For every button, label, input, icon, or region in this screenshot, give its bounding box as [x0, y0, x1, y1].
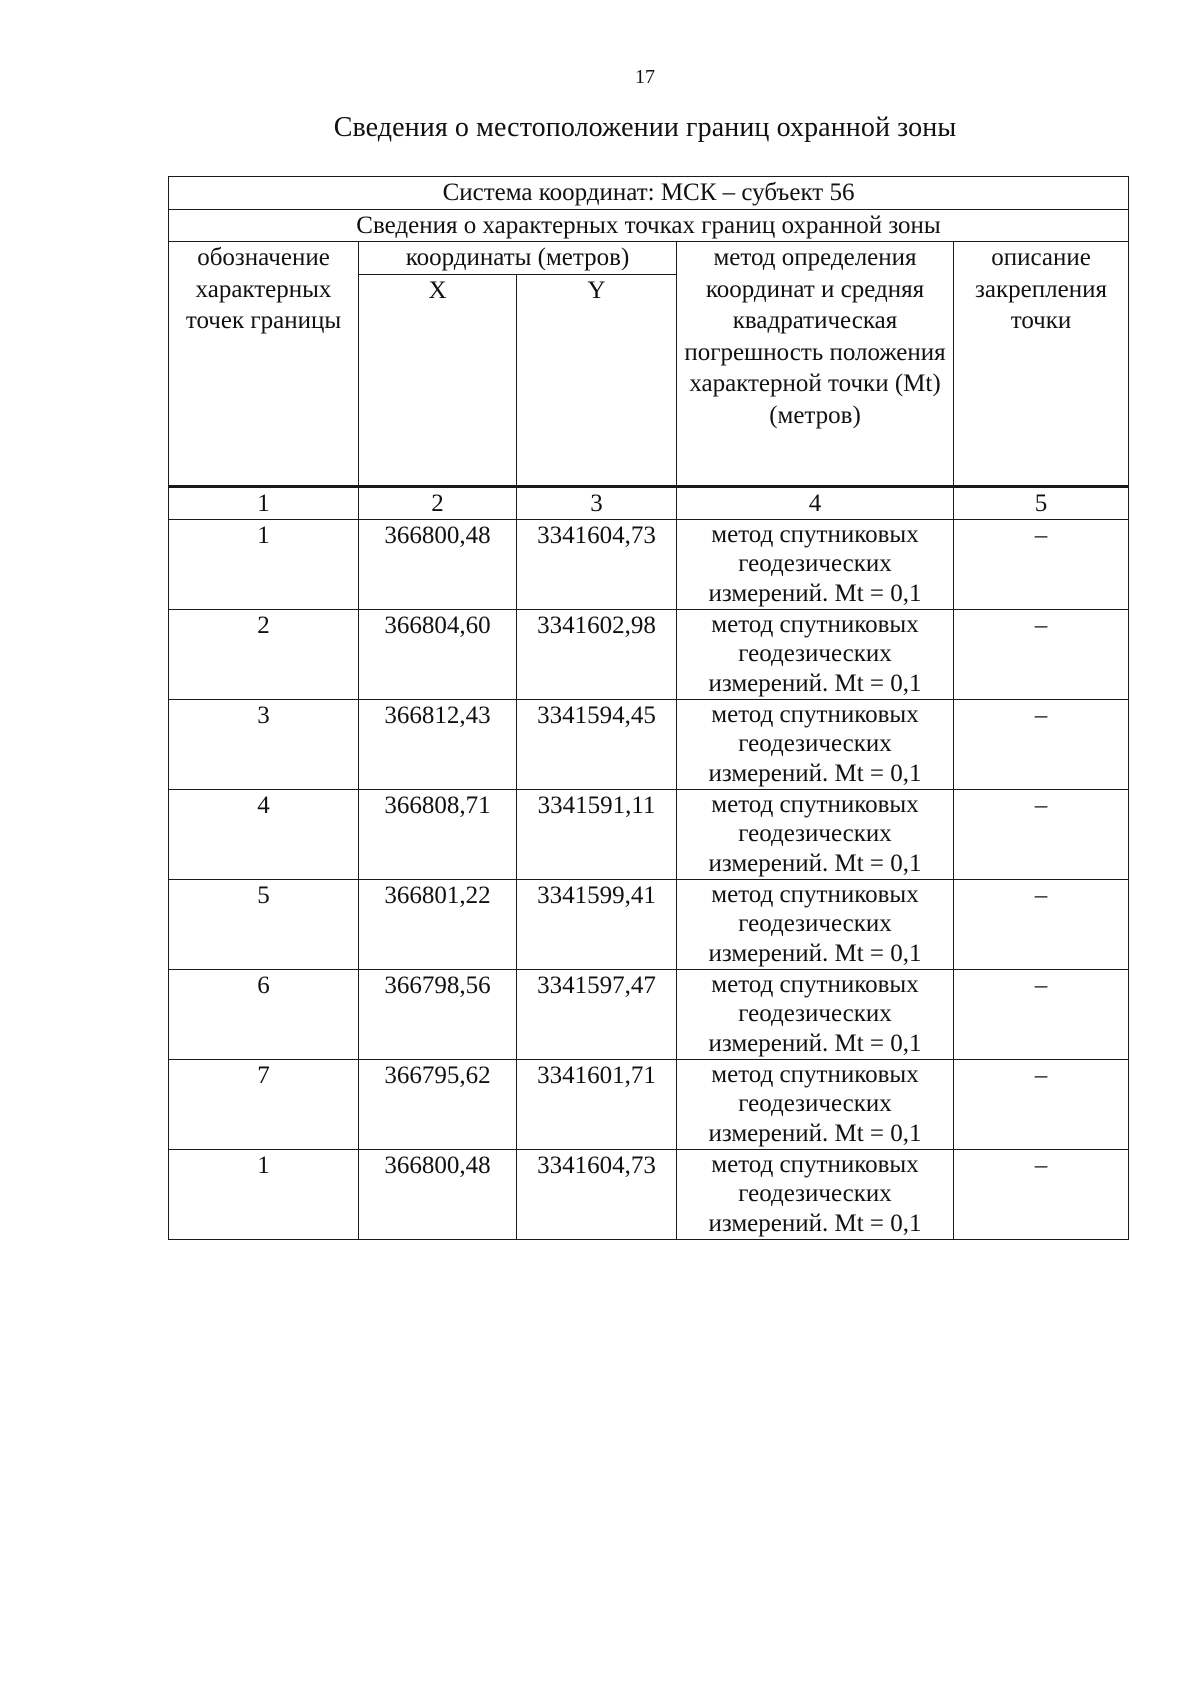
header-x: X — [359, 274, 517, 486]
page-number: 17 — [635, 66, 655, 88]
method-line: измерений. Mt = 0,1 — [708, 1029, 922, 1057]
method-line: измерений. Mt = 0,1 — [708, 1209, 922, 1237]
y-coordinate-cell: 3341604,73 — [517, 520, 677, 610]
description-cell: – — [954, 790, 1129, 880]
x-coordinate-cell: 366808,71 — [359, 790, 517, 880]
method-line: геодезических — [738, 1180, 892, 1208]
x-coordinate-cell: 366812,43 — [359, 700, 517, 790]
method-line: измерений. Mt = 0,1 — [708, 579, 922, 607]
description-cell: – — [954, 880, 1129, 970]
column-number: 2 — [359, 486, 517, 520]
column-number: 3 — [517, 486, 677, 520]
point-number-cell: 4 — [169, 790, 359, 880]
description-cell: – — [954, 970, 1129, 1060]
description-cell: – — [954, 610, 1129, 700]
coordinate-system-cell: Система координат: МСК – субъект 56 — [169, 177, 1129, 210]
method-line: метод спутниковых — [711, 521, 919, 548]
column-number: 1 — [169, 486, 359, 520]
column-number: 4 — [677, 486, 954, 520]
table-row — [169, 790, 1129, 880]
description-cell: – — [954, 1150, 1129, 1240]
method-line: геодезических — [738, 820, 892, 848]
method-line: метод спутниковых — [711, 611, 919, 638]
method-line: геодезических — [738, 1000, 892, 1028]
y-coordinate-cell: 3341604,73 — [517, 1150, 677, 1240]
point-number-cell: 1 — [169, 1150, 359, 1240]
method-line: метод спутниковых — [711, 791, 919, 818]
y-coordinate-cell: 3341594,45 — [517, 700, 677, 790]
method-line: измерений. Mt = 0,1 — [708, 1119, 922, 1147]
method-line: измерений. Mt = 0,1 — [708, 669, 922, 697]
method-cell — [677, 1150, 954, 1240]
method-cell — [677, 880, 954, 970]
header-method: метод определения координат и средняя квадратическая погрешность положения характерной точки (Mt) (метров) — [677, 242, 954, 487]
y-coordinate-cell: 3341597,47 — [517, 970, 677, 1060]
method-line: геодезических — [738, 640, 892, 668]
table-row — [169, 1060, 1129, 1150]
method-line: метод спутниковых — [711, 1061, 919, 1088]
page-title: Сведения о местоположении границ охранной зоны — [333, 112, 957, 143]
column-numbers-row — [169, 486, 1129, 520]
method-line: геодезических — [738, 1090, 892, 1118]
method-line: геодезических — [738, 910, 892, 938]
point-number-cell: 5 — [169, 880, 359, 970]
description-cell: – — [954, 520, 1129, 610]
table-row — [169, 880, 1129, 970]
method-line: измерений. Mt = 0,1 — [708, 939, 922, 967]
x-coordinate-cell: 366800,48 — [359, 520, 517, 610]
method-line: метод спутниковых — [711, 971, 919, 998]
x-coordinate-cell: 366800,48 — [359, 1150, 517, 1240]
method-cell — [677, 520, 954, 610]
header-point-designation: обозначение характерных точек границы — [169, 242, 359, 487]
coordinate-system-row — [169, 177, 1129, 210]
column-number: 5 — [954, 486, 1129, 520]
method-line: метод спутниковых — [711, 701, 919, 728]
table-row — [169, 520, 1129, 610]
method-cell — [677, 1060, 954, 1150]
x-coordinate-cell: 366804,60 — [359, 610, 517, 700]
x-coordinate-cell: 366798,56 — [359, 970, 517, 1060]
description-cell: – — [954, 1060, 1129, 1150]
header-row — [169, 242, 1129, 275]
table-row — [169, 970, 1129, 1060]
method-line: метод спутниковых — [711, 881, 919, 908]
point-number-cell: 1 — [169, 520, 359, 610]
coordinates-table — [168, 176, 1129, 1240]
y-coordinate-cell: 3341599,41 — [517, 880, 677, 970]
method-line: измерений. Mt = 0,1 — [708, 849, 922, 877]
method-line: геодезических — [738, 730, 892, 758]
y-coordinate-cell: 3341591,11 — [517, 790, 677, 880]
header-coordinates-group: координаты (метров) — [359, 242, 677, 275]
method-line: геодезических — [738, 550, 892, 578]
point-number-cell: 2 — [169, 610, 359, 700]
points-info-cell: Сведения о характерных точках границ охранной зоны — [169, 209, 1129, 242]
y-coordinate-cell: 3341602,98 — [517, 610, 677, 700]
method-cell — [677, 790, 954, 880]
point-number-cell: 7 — [169, 1060, 359, 1150]
points-info-row — [169, 209, 1129, 242]
point-number-cell: 3 — [169, 700, 359, 790]
point-number-cell: 6 — [169, 970, 359, 1060]
method-cell — [677, 610, 954, 700]
header-description: описание закрепления точки — [954, 242, 1129, 487]
description-cell: – — [954, 700, 1129, 790]
table-row — [169, 700, 1129, 790]
x-coordinate-cell: 366801,22 — [359, 880, 517, 970]
header-y: Y — [517, 274, 677, 486]
x-coordinate-cell: 366795,62 — [359, 1060, 517, 1150]
table-row — [169, 610, 1129, 700]
method-line: метод спутниковых — [711, 1151, 919, 1178]
table-row — [169, 1150, 1129, 1240]
y-coordinate-cell: 3341601,71 — [517, 1060, 677, 1150]
method-line: измерений. Mt = 0,1 — [708, 759, 922, 787]
method-cell — [677, 700, 954, 790]
method-cell — [677, 970, 954, 1060]
